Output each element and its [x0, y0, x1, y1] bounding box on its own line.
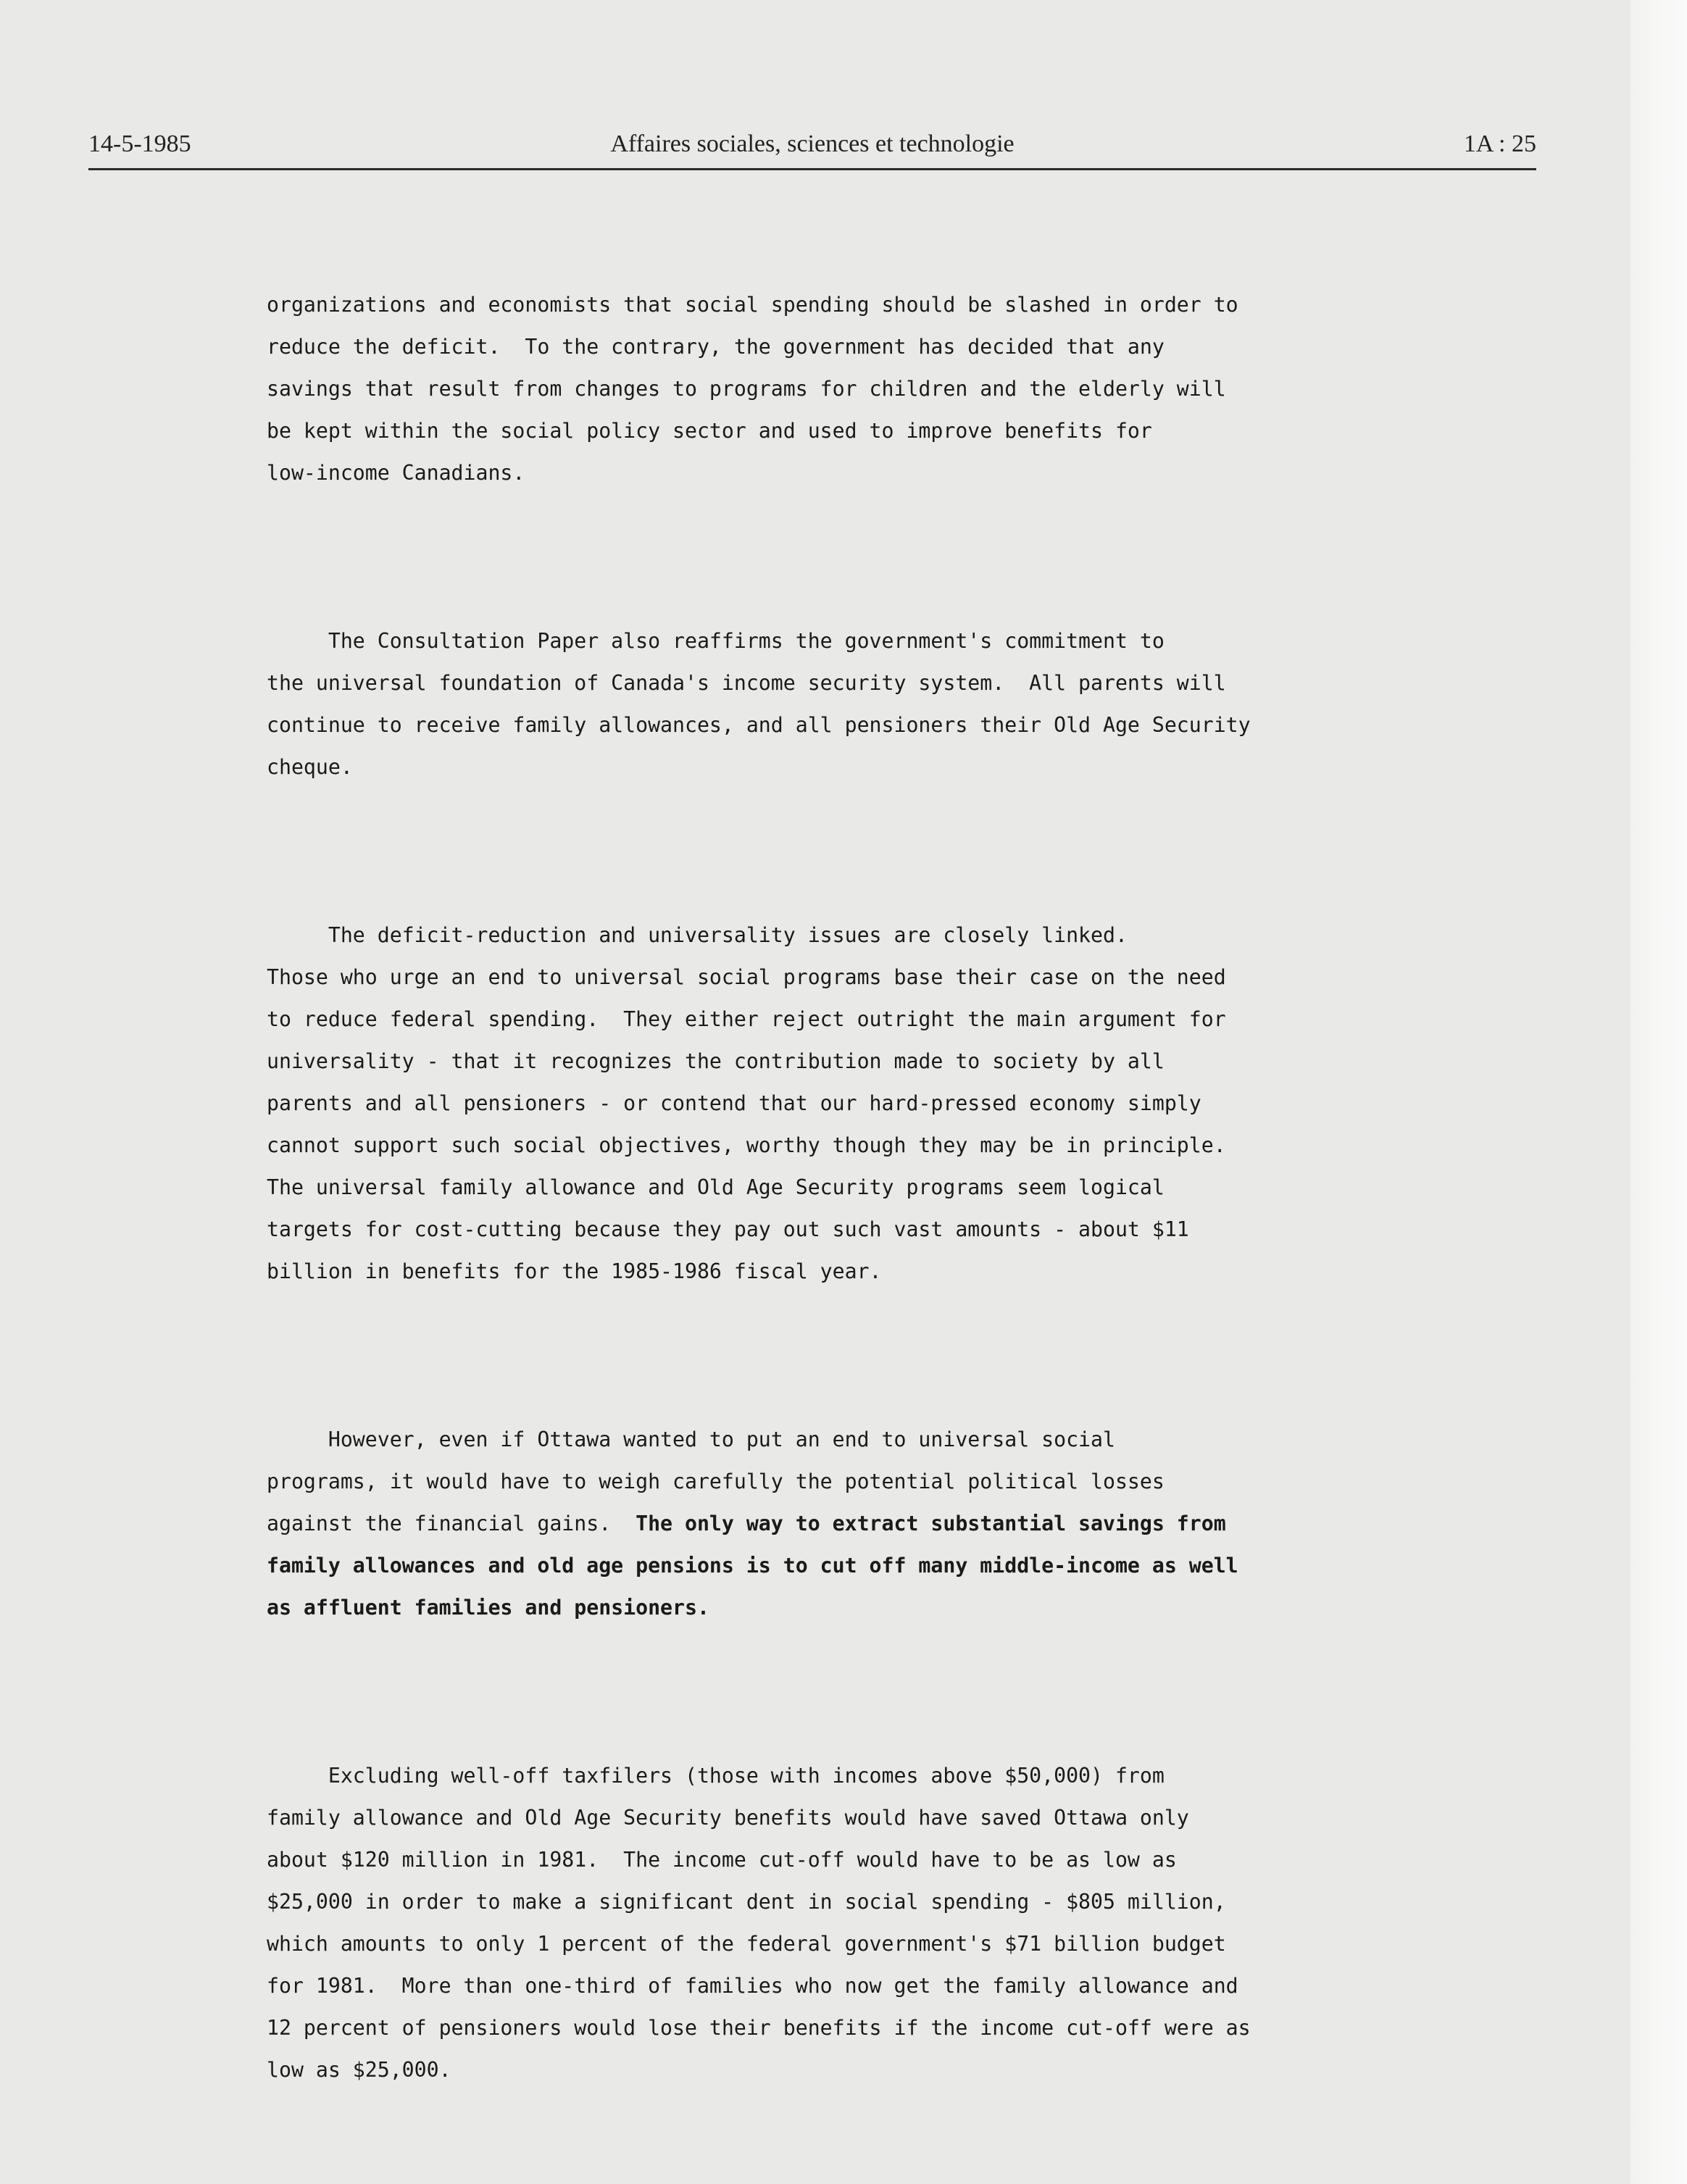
body-text [267, 200, 1470, 2175]
header-date: 14-5-1985 [88, 130, 191, 157]
paragraph-5 [267, 1755, 1470, 2091]
text-line: low as $25,000. [267, 2058, 451, 2082]
text-line: savings that result from changes to programs for children and the elderly will [267, 377, 1226, 401]
text-line: The Consultation Paper also reaffirms the government's commitment to [267, 629, 1165, 653]
text-line: reduce the deficit. To the contrary, the government has decided that any [267, 335, 1165, 359]
text-line: universality - that it recognizes the contribution made to society by all [267, 1049, 1165, 1073]
text-line: billion in benefits for the 1985-1986 fiscal year. [267, 1259, 882, 1283]
header-title: Affaires sociales, sciences et technologie [610, 130, 1015, 157]
paragraph-4 [267, 1419, 1470, 1629]
text-line: to reduce federal spending. They either reject outright the main argument for [267, 1007, 1226, 1031]
text-line: However, even if Ottawa wanted to put an end to universal social [267, 1427, 1115, 1451]
paragraph-2 [267, 620, 1470, 788]
text-line: programs, it would have to weigh carefully the potential political losses [267, 1470, 1165, 1493]
text-line: be kept within the social policy sector and used to improve benefits for [267, 419, 1152, 443]
text-line: against the financial gains. [267, 1512, 636, 1535]
text-line: Those who urge an end to universal social programs base their case on the need [267, 965, 1226, 989]
text-line: The universal family allowance and Old Age Security programs seem logical [267, 1175, 1165, 1199]
text-line: continue to receive family allowances, and all pensioners their Old Age Security [267, 713, 1251, 737]
text-line: for 1981. More than one-third of families who now get the family allowance and [267, 1974, 1238, 1998]
text-line: cannot support such social objectives, worthy though they may be in principle. [267, 1133, 1226, 1157]
text-line: parents and all pensioners - or contend that our hard-pressed economy simply [267, 1091, 1201, 1115]
text-line: family allowance and Old Age Security benefits would have saved Ottawa only [267, 1806, 1189, 1830]
bold-text: The only way to extract substantial savings from [636, 1512, 1226, 1535]
text-line: the universal foundation of Canada's income security system. All parents will [267, 671, 1226, 695]
text-line: The deficit-reduction and universality issues are closely linked. [267, 923, 1128, 947]
page-edge [1630, 0, 1687, 2184]
page-header [88, 128, 1536, 170]
text-line: about $120 million in 1981. The income cut-off would have to be as low as [267, 1848, 1177, 1872]
text-line: low-income Canadians. [267, 461, 525, 485]
text-line: cheque. [267, 755, 353, 779]
text-line: Excluding well-off taxfilers (those with incomes above $50,000) from [267, 1764, 1165, 1788]
text-line: targets for cost-cutting because they pay out such vast amounts - about $11 [267, 1217, 1189, 1241]
text-line: organizations and economists that social spending should be slashed in order to [267, 293, 1238, 317]
header-page-number: 1A : 25 [1463, 130, 1536, 157]
bold-text: as affluent families and pensioners. [267, 1596, 709, 1620]
text-line: which amounts to only 1 percent of the federal government's $71 billion budget [267, 1932, 1226, 1956]
bold-text: family allowances and old age pensions is to cut off many middle-income as well [267, 1554, 1238, 1577]
paragraph-1 [267, 284, 1470, 494]
text-line: $25,000 in order to make a significant dent in social spending - $805 million, [267, 1890, 1226, 1914]
text-line: 12 percent of pensioners would lose their benefits if the income cut-off were as [267, 2016, 1251, 2040]
paragraph-3 [267, 914, 1470, 1293]
